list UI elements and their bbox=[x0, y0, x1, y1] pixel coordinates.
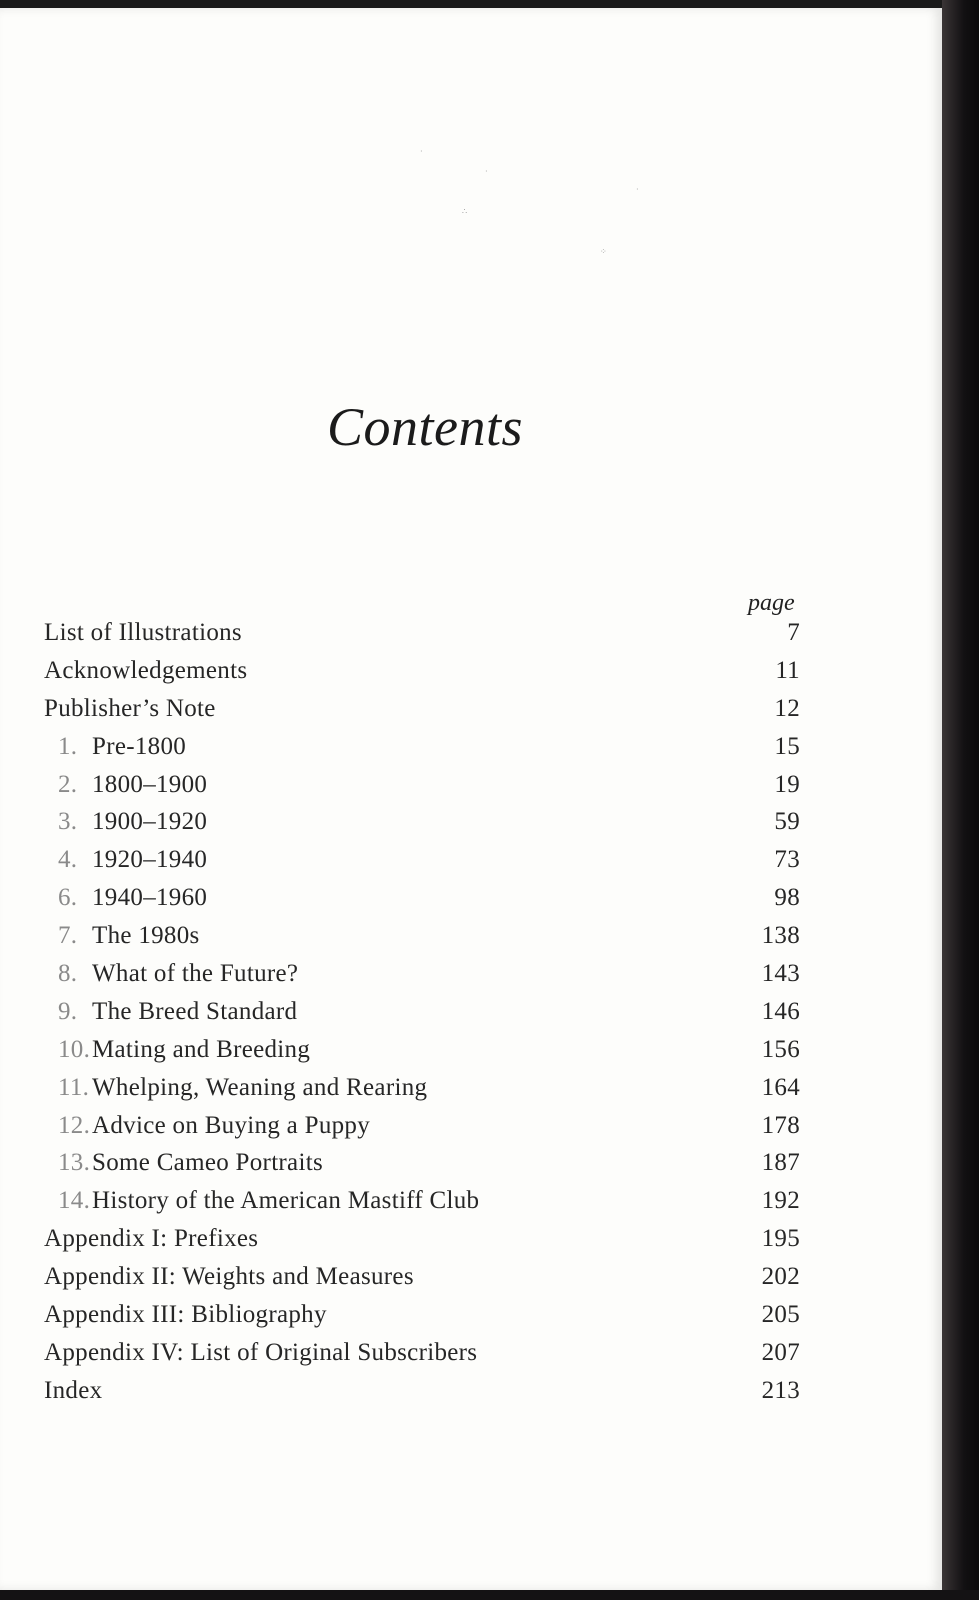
toc-entry-text: The Breed Standard bbox=[92, 997, 298, 1025]
chapter-number: 7. bbox=[58, 922, 78, 950]
toc-page-number: 59 bbox=[774, 808, 800, 836]
toc-entry bbox=[44, 766, 814, 804]
toc-page-number: 19 bbox=[774, 770, 800, 798]
table-of-contents bbox=[44, 614, 814, 1410]
toc-entry bbox=[44, 1144, 814, 1182]
toc-entry-text: 1900–1920 bbox=[92, 808, 208, 836]
toc-entry-text: Index bbox=[44, 1376, 103, 1404]
toc-page-number: 192 bbox=[761, 1187, 800, 1215]
toc-entry-title bbox=[58, 993, 297, 1031]
toc-entry-text: 1920–1940 bbox=[92, 846, 208, 874]
chapter-number: 9. bbox=[58, 997, 78, 1025]
toc-entry-text: Acknowledgements bbox=[44, 656, 248, 684]
toc-page-number: 207 bbox=[761, 1338, 800, 1366]
toc-entry-text: Mating and Breeding bbox=[92, 1035, 311, 1063]
paper-speck: ⁘ bbox=[600, 247, 607, 256]
toc-entry-title bbox=[58, 1107, 370, 1145]
toc-entry-title bbox=[58, 841, 207, 879]
toc-entry bbox=[44, 1372, 814, 1410]
toc-entry-text: History of the American Mastiff Club bbox=[92, 1187, 480, 1215]
toc-entry bbox=[44, 614, 814, 652]
toc-page-number: 156 bbox=[761, 1035, 800, 1063]
toc-entry bbox=[44, 803, 814, 841]
toc-entry bbox=[44, 955, 814, 993]
toc-page-number: 12 bbox=[774, 694, 800, 722]
paper-speck: · bbox=[636, 185, 639, 194]
toc-entry bbox=[44, 1069, 814, 1107]
chapter-number: 6. bbox=[58, 884, 78, 912]
page-column-label: page bbox=[748, 590, 795, 616]
toc-entry-title bbox=[44, 1334, 477, 1372]
toc-entry-text: Whelping, Weaning and Rearing bbox=[92, 1073, 428, 1101]
toc-entry bbox=[44, 1220, 814, 1258]
book-page bbox=[0, 8, 942, 1590]
toc-entry-title bbox=[58, 917, 200, 955]
toc-entry bbox=[44, 1258, 814, 1296]
chapter-number: 1. bbox=[58, 732, 78, 760]
toc-entry-title bbox=[44, 652, 247, 690]
toc-entry-text: Appendix I: Prefixes bbox=[44, 1225, 259, 1253]
toc-entry-title bbox=[58, 1144, 323, 1182]
toc-entry-title bbox=[58, 1182, 479, 1220]
toc-entry-title bbox=[58, 803, 207, 841]
toc-entry-title bbox=[44, 690, 216, 728]
toc-page-number: 146 bbox=[761, 997, 800, 1025]
toc-entry-text: List of Illustrations bbox=[44, 619, 242, 646]
toc-entry-title bbox=[44, 1296, 327, 1334]
toc-entry-text: Appendix III: Bibliography bbox=[44, 1301, 327, 1329]
toc-entry-title bbox=[58, 879, 207, 917]
chapter-number: 10. bbox=[58, 1035, 91, 1063]
toc-entry bbox=[44, 841, 814, 879]
toc-entry-text: Advice on Buying a Puppy bbox=[92, 1111, 371, 1139]
paper-speck: ∴ bbox=[462, 207, 468, 216]
toc-entry bbox=[44, 1182, 814, 1220]
toc-entry bbox=[44, 690, 814, 728]
toc-page-number: 98 bbox=[774, 884, 800, 912]
toc-page-number: 178 bbox=[761, 1111, 800, 1139]
toc-entry bbox=[44, 1296, 814, 1334]
toc-page-number: 7 bbox=[787, 619, 800, 646]
toc-entry-title bbox=[58, 766, 207, 804]
toc-page-number: 73 bbox=[774, 846, 800, 874]
toc-entry bbox=[44, 993, 814, 1031]
toc-page-number: 164 bbox=[761, 1073, 800, 1101]
toc-entry-text: 1800–1900 bbox=[92, 770, 208, 798]
toc-entry bbox=[44, 1107, 814, 1145]
chapter-number: 4. bbox=[58, 846, 78, 874]
book-edge bbox=[942, 0, 979, 1600]
toc-page-number: 202 bbox=[761, 1263, 800, 1291]
toc-entry-text: Pre-1800 bbox=[92, 732, 187, 760]
paper-speck: · bbox=[420, 147, 423, 156]
toc-entry bbox=[44, 917, 814, 955]
toc-entry-text: Some Cameo Portraits bbox=[92, 1149, 323, 1177]
toc-entry bbox=[44, 1031, 814, 1069]
toc-entry bbox=[44, 728, 814, 766]
toc-entry-text: 1940–1960 bbox=[92, 884, 208, 912]
toc-entry-title bbox=[44, 614, 242, 652]
toc-entry-title bbox=[44, 1372, 102, 1410]
toc-entry-text: Appendix II: Weights and Measures bbox=[44, 1263, 414, 1291]
toc-entry-title bbox=[58, 1069, 427, 1107]
toc-entry-title bbox=[58, 728, 186, 766]
toc-page-number: 15 bbox=[774, 732, 800, 760]
toc-entry-title bbox=[44, 1220, 258, 1258]
toc-page-number: 205 bbox=[761, 1301, 800, 1329]
toc-page-number: 187 bbox=[761, 1149, 800, 1177]
toc-entry-title bbox=[44, 1258, 414, 1296]
chapter-number: 13. bbox=[58, 1149, 91, 1177]
toc-entry bbox=[44, 879, 814, 917]
chapter-number: 11. bbox=[58, 1073, 90, 1101]
scan-border bbox=[0, 1590, 979, 1600]
toc-entry-text: Publisher’s Note bbox=[44, 694, 216, 722]
toc-page-number: 213 bbox=[761, 1376, 800, 1404]
toc-entry-text: The 1980s bbox=[92, 922, 200, 950]
page-title: Contents bbox=[326, 397, 523, 457]
chapter-number: 2. bbox=[58, 770, 78, 798]
toc-page-number: 195 bbox=[761, 1225, 800, 1253]
chapter-number: 12. bbox=[58, 1111, 91, 1139]
toc-entry-title bbox=[58, 1031, 310, 1069]
toc-page-number: 11 bbox=[775, 656, 800, 684]
toc-page-number: 143 bbox=[761, 960, 800, 988]
toc-page-number: 138 bbox=[761, 922, 800, 950]
toc-entry-title bbox=[58, 955, 298, 993]
toc-entry bbox=[44, 1334, 814, 1372]
chapter-number: 3. bbox=[58, 808, 78, 836]
toc-entry-text: What of the Future? bbox=[92, 960, 299, 988]
toc-entry bbox=[44, 652, 814, 690]
chapter-number: 8. bbox=[58, 960, 78, 988]
toc-entry-text: Appendix IV: List of Original Subscribers bbox=[44, 1338, 478, 1366]
chapter-number: 14. bbox=[58, 1187, 91, 1215]
paper-speck: · bbox=[485, 167, 488, 176]
